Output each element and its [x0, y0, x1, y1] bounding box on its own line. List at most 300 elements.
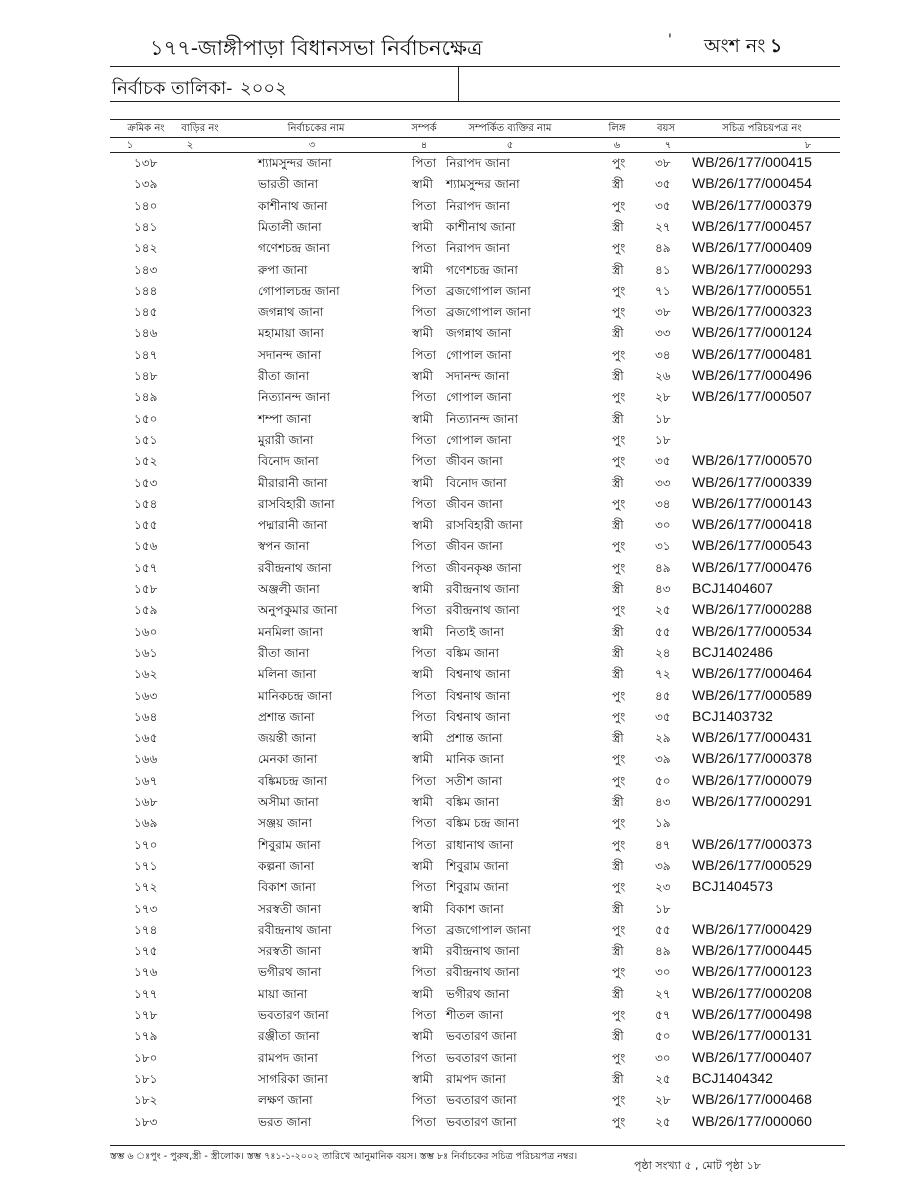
table-row — [0, 1048, 900, 1069]
gender: স্ত্রী — [612, 731, 624, 746]
gender: স্ত্রী — [612, 262, 624, 277]
elector-name: অসীমা জানা — [258, 795, 319, 809]
serial-number: ১৫২ — [134, 454, 158, 469]
serial-number: ১৭৮ — [134, 1008, 158, 1022]
age: ৩৫ — [655, 177, 671, 192]
serial-number: ১৪৯ — [134, 390, 158, 405]
serial-number: ১৮১ — [134, 1071, 158, 1086]
age: ১৮ — [655, 901, 671, 916]
epic-number: WB/26/177/000496 — [692, 367, 812, 383]
gender: পুং — [612, 241, 626, 256]
col-number: ৩ — [308, 140, 316, 151]
gender: পুং — [612, 880, 626, 895]
serial-number: ১৭৩ — [134, 901, 158, 916]
serial-number: ১৬০ — [134, 624, 158, 639]
relation-type: স্বামী — [412, 731, 433, 746]
relative-name: বঙ্কিম জানা — [446, 795, 499, 809]
age: ৫৭ — [655, 1008, 671, 1022]
gender: স্ত্রী — [612, 944, 624, 959]
relative-name: বিশ্বনাথ জানা — [446, 667, 511, 682]
relation-type: স্বামী — [412, 858, 433, 873]
header-mid-rule — [110, 137, 840, 138]
table-row — [0, 771, 900, 792]
serial-number: ১৮৩ — [134, 1114, 158, 1129]
serial-number: ১৭৭ — [134, 986, 158, 1001]
gender: পুং — [612, 156, 626, 170]
elector-name: কাশীনাথ জানা — [258, 198, 328, 213]
relative-name: শিবুরাম জানা — [446, 880, 509, 895]
relative-name: রবীন্দ্রনাথ জানা — [446, 603, 520, 618]
table-row — [0, 260, 900, 281]
serial-number: ১৪৫ — [134, 305, 158, 320]
age: ২৮ — [655, 1093, 671, 1108]
table-row — [0, 707, 900, 728]
divider-title-split — [458, 66, 459, 101]
relative-name: গোপাল জানা — [446, 390, 512, 405]
elector-name: বিনোদ জানা — [258, 454, 319, 469]
table-row — [0, 409, 900, 430]
relation-type: পিতা — [412, 496, 437, 511]
epic-number: WB/26/177/000454 — [692, 175, 812, 192]
epic-number: WB/26/177/000378 — [692, 750, 812, 767]
serial-number: ১৮২ — [134, 1093, 158, 1108]
part-label: অংশ নং — [704, 35, 766, 57]
relative-name: নিত্যানন্দ জানা — [446, 411, 519, 426]
age: ২৩ — [655, 880, 671, 895]
col-header-age: বয়স — [656, 123, 676, 134]
elector-name: রীতা জানা — [258, 369, 310, 383]
table-row — [0, 366, 900, 387]
elector-name: রাসবিহারী জানা — [258, 496, 335, 511]
gender: পুং — [612, 603, 626, 618]
epic-number: WB/26/177/000339 — [692, 473, 812, 490]
relation-type: স্বামী — [412, 475, 433, 490]
age: ৪৯ — [655, 944, 671, 959]
col-number: ৪ — [420, 140, 428, 151]
table-row — [0, 451, 900, 472]
relative-name: সতীশ জানা — [446, 773, 503, 788]
age: ৩০ — [655, 1050, 671, 1065]
relation-type: স্বামী — [412, 944, 433, 959]
relation-type: পিতা — [412, 432, 437, 447]
epic-number: WB/26/177/000431 — [692, 729, 812, 746]
relation-type: পিতা — [412, 645, 437, 660]
epic-number: WB/26/177/000131 — [692, 1027, 812, 1044]
relative-name: গোপাল জানা — [446, 432, 512, 447]
epic-number: WB/26/177/000288 — [692, 601, 812, 618]
relative-name: ভগীরথ জানা — [446, 986, 510, 1001]
gender: পুং — [612, 560, 626, 575]
age: ২৪ — [655, 645, 671, 660]
serial-number: ১৭০ — [134, 837, 158, 852]
epic-number: WB/26/177/000481 — [692, 345, 812, 362]
elector-name: লক্ষণ জানা — [258, 1093, 313, 1108]
elector-name: স্বপন জানা — [258, 539, 310, 554]
elector-name: মানিকচন্দ্র জানা — [258, 688, 332, 703]
gender: পুং — [612, 816, 626, 831]
epic-number: WB/26/177/000293 — [692, 260, 812, 277]
gender: স্ত্রী — [612, 369, 624, 383]
gender: পুং — [612, 837, 626, 852]
elector-name: রীতা জানা — [258, 645, 310, 660]
relation-type: পিতা — [412, 390, 437, 405]
age: ২৮ — [655, 390, 671, 405]
elector-name: সরস্বতী জানা — [258, 944, 321, 959]
serial-number: ১৫৯ — [134, 603, 158, 618]
gender: পুং — [612, 347, 626, 362]
age: ৩৮ — [655, 156, 671, 170]
elector-name: গোপালচন্দ্র জানা — [258, 283, 340, 298]
age: ২৭ — [655, 986, 671, 1001]
gender: পুং — [612, 1093, 626, 1108]
roll-year: ২০০২ — [240, 78, 287, 99]
gender: স্ত্রী — [612, 858, 624, 873]
elector-name: রামপদ জানা — [258, 1050, 318, 1065]
serial-number: ১৭৯ — [134, 1029, 158, 1044]
elector-name: সাগরিকা জানা — [258, 1071, 328, 1086]
relation-type: স্বামী — [412, 1071, 433, 1086]
relative-name: রাধানাথ জানা — [446, 837, 514, 852]
epic-number: WB/26/177/000123 — [692, 963, 812, 980]
table-row — [0, 430, 900, 451]
age: ২৫ — [655, 1114, 671, 1129]
relative-name: প্রশান্ত জানা — [446, 731, 503, 746]
age: ১৮ — [655, 432, 671, 447]
elector-name: মলিনা জানা — [258, 667, 317, 682]
relation-type: পিতা — [412, 156, 437, 170]
epic-number: WB/26/177/000143 — [692, 494, 812, 511]
table-row — [0, 749, 900, 770]
serial-number: ১৫৭ — [134, 560, 158, 575]
relative-name: শিবুরাম জানা — [446, 858, 509, 873]
serial-number: ১৬১ — [134, 645, 158, 660]
serial-number: ১৪২ — [134, 241, 158, 256]
serial-number: ১৪০ — [134, 198, 158, 213]
epic-number: WB/26/177/000079 — [692, 771, 812, 788]
relative-name: বঙ্কিম জানা — [446, 645, 499, 660]
age: ৩১ — [655, 539, 671, 554]
elector-name: অনুপকুমার জানা — [258, 603, 338, 618]
table-row — [0, 153, 900, 174]
relative-name: ভবতারণ জানা — [446, 1093, 517, 1108]
serial-number: ১৭৫ — [134, 944, 158, 959]
col-number: ৫ — [506, 140, 514, 151]
relation-type: পিতা — [412, 709, 437, 724]
table-row — [0, 473, 900, 494]
gender: স্ত্রী — [612, 326, 624, 341]
age: ৩০ — [655, 518, 671, 533]
table-row — [0, 1090, 900, 1111]
gender: পুং — [612, 1008, 626, 1022]
page-count: পৃষ্ঠা সংখ্যা ৫ , মোট পৃষ্ঠা ১৮ — [634, 1159, 761, 1172]
epic-number: BCJ1404573 — [692, 878, 773, 895]
epic-number: WB/26/177/000534 — [692, 622, 812, 639]
gender: স্ত্রী — [612, 411, 624, 426]
relation-type: স্বামী — [412, 326, 433, 341]
relation-type: পিতা — [412, 837, 437, 852]
relation-type: পিতা — [412, 539, 437, 554]
epic-number: WB/26/177/000551 — [692, 281, 812, 298]
serial-number: ১৬৭ — [134, 773, 158, 788]
age: ৩৫ — [655, 709, 671, 724]
epic-number: WB/26/177/000379 — [692, 196, 812, 213]
relation-type: স্বামী — [412, 986, 433, 1001]
age: ৩০ — [655, 965, 671, 980]
serial-number: ১৫০ — [134, 411, 158, 426]
relation-type: পিতা — [412, 1093, 437, 1108]
gender: পুং — [612, 965, 626, 980]
elector-name: রবীন্দ্রনাথ জানা — [258, 560, 332, 575]
serial-number: ১৮০ — [134, 1050, 158, 1065]
serial-number: ১৫৩ — [134, 475, 158, 490]
col-header-house: বাড়ির নং — [181, 123, 219, 134]
relative-name: কাশীনাথ জানা — [446, 219, 516, 234]
relative-name: শ্যামসুন্দর জানা — [446, 177, 520, 192]
epic-number: WB/26/177/000415 — [692, 154, 812, 170]
elector-name: ভরত জানা — [258, 1114, 312, 1129]
table-row — [0, 323, 900, 344]
elector-name: মহামায়া জানা — [258, 326, 324, 341]
relation-type: পিতা — [412, 305, 437, 320]
table-row — [0, 174, 900, 195]
table-row — [0, 899, 900, 920]
relation-type: স্বামী — [412, 901, 433, 916]
relative-name: রবীন্দ্রনাথ জানা — [446, 944, 520, 959]
relation-type: পিতা — [412, 347, 437, 362]
serial-number: ১৪১ — [134, 219, 158, 234]
age: ৪৩ — [655, 582, 671, 596]
relation-type: পিতা — [412, 773, 437, 788]
elector-name: বিকাশ জানা — [258, 880, 316, 895]
relative-name: গোপাল জানা — [446, 347, 512, 362]
tick-mark: ' — [668, 32, 672, 48]
serial-number: ১৬৮ — [134, 795, 158, 809]
age: ৩৪ — [655, 347, 671, 362]
table-top-rule — [110, 119, 840, 120]
table-row — [0, 196, 900, 217]
serial-number: ১৩৯ — [134, 177, 158, 192]
relation-type: পিতা — [412, 880, 437, 895]
relative-name: ভবতারণ জানা — [446, 1050, 517, 1065]
age: ৪৯ — [655, 560, 671, 575]
epic-number: WB/26/177/000457 — [692, 217, 812, 234]
elector-name: মিতালী জানা — [258, 219, 322, 234]
relation-type: পিতা — [412, 816, 437, 831]
epic-number: WB/26/177/000291 — [692, 793, 812, 809]
epic-number: WB/26/177/000570 — [692, 452, 812, 469]
table-row — [0, 494, 900, 515]
gender: পুং — [612, 454, 626, 469]
epic-number: WB/26/177/000529 — [692, 856, 812, 873]
relative-name: বিকাশ জানা — [446, 901, 504, 916]
table-row — [0, 387, 900, 408]
relative-name: জীবনকৃষ্ণ জানা — [446, 560, 522, 575]
relation-type: পিতা — [412, 1050, 437, 1065]
table-row — [0, 835, 900, 856]
elector-name: ভগীরথ জানা — [258, 965, 322, 980]
gender: পুং — [612, 688, 626, 703]
col-number: ৮ — [804, 140, 812, 151]
age: ২৯ — [655, 731, 671, 746]
table-row — [0, 728, 900, 749]
relation-type: স্বামী — [412, 518, 433, 533]
elector-name: মনমিলা জানা — [258, 624, 324, 639]
relative-name: ব্রজগোপাল জানা — [446, 283, 531, 298]
serial-number: ১৩৮ — [134, 156, 158, 170]
table-row — [0, 302, 900, 323]
table-row — [0, 877, 900, 898]
elector-name: জগন্নাথ জানা — [258, 305, 324, 320]
age: ৩৯ — [655, 858, 671, 873]
serial-number: ১৫৫ — [134, 518, 158, 533]
serial-number: ১৬৪ — [134, 709, 158, 724]
epic-number: WB/26/177/000543 — [692, 537, 812, 554]
relation-type: পিতা — [412, 560, 437, 575]
epic-number: WB/26/177/000507 — [692, 388, 812, 405]
age: ২৬ — [655, 369, 671, 383]
table-row — [0, 515, 900, 536]
roll-title: নির্বাচক তালিকা- — [112, 78, 233, 99]
gender: স্ত্রী — [612, 667, 624, 682]
epic-number: WB/26/177/000060 — [692, 1112, 812, 1129]
serial-number: ১৭৪ — [134, 922, 158, 937]
relation-type: স্বামী — [412, 795, 433, 809]
relation-type: স্বামী — [412, 219, 433, 234]
epic-number: WB/26/177/000409 — [692, 239, 812, 256]
relation-type: স্বামী — [412, 1029, 433, 1044]
elector-name: বঙ্কিমচন্দ্র জানা — [258, 773, 328, 788]
divider-top — [110, 66, 840, 67]
table-row — [0, 856, 900, 877]
gender: স্ত্রী — [612, 1071, 624, 1086]
relation-type: পিতা — [412, 688, 437, 703]
gender: পুং — [612, 432, 626, 447]
relative-name: গণেশচন্দ্র জানা — [446, 262, 518, 277]
gender: পুং — [612, 539, 626, 554]
relative-name: নিতাই জানা — [446, 624, 504, 639]
table-row — [0, 813, 900, 834]
relative-name: জীবন জানা — [446, 496, 503, 511]
table-row — [0, 920, 900, 941]
relation-type: স্বামী — [412, 667, 433, 682]
age: ৩৪ — [655, 496, 671, 511]
age: ৪৭ — [655, 837, 671, 852]
age: ৫০ — [655, 1029, 671, 1044]
relative-name: ভবতারণ জানা — [446, 1114, 517, 1129]
serial-number: ১৬৩ — [134, 688, 158, 703]
relative-name: জীবন জানা — [446, 454, 503, 469]
relative-name: নিরাপদ জানা — [446, 198, 510, 213]
relative-name: ভবতারণ জানা — [446, 1029, 517, 1044]
elector-name: জয়ন্তী জানা — [258, 731, 317, 746]
elector-name: রুপা জানা — [258, 262, 308, 277]
serial-number: ১৪৭ — [134, 347, 158, 362]
elector-name: অঞ্জলী জানা — [258, 582, 320, 596]
epic-number: WB/26/177/000407 — [692, 1048, 812, 1065]
age: ৩৫ — [655, 454, 671, 469]
relation-type: পিতা — [412, 922, 437, 937]
elector-name: মেনকা জানা — [258, 752, 318, 767]
epic-number: WB/26/177/000429 — [692, 920, 812, 937]
age: ৫৫ — [655, 922, 671, 937]
table-row — [0, 217, 900, 238]
gender: পুং — [612, 496, 626, 511]
serial-number: ১৪৬ — [134, 326, 158, 341]
epic-number: BCJ1402486 — [692, 643, 773, 660]
relative-name: মানিক জানা — [446, 752, 504, 767]
col-header-elector-name: নির্বাচকের নাম — [287, 123, 345, 134]
gender: পুং — [612, 305, 626, 320]
gender: পুং — [612, 1114, 626, 1129]
gender: পুং — [612, 922, 626, 937]
gender: স্ত্রী — [612, 475, 624, 490]
elector-name: কল্পনা জানা — [258, 858, 315, 873]
serial-number: ১৫৪ — [134, 496, 158, 511]
age: ৩৩ — [655, 475, 671, 490]
epic-number: WB/26/177/000476 — [692, 558, 812, 575]
table-row — [0, 643, 900, 664]
gender: পুং — [612, 709, 626, 724]
serial-number: ১৭২ — [134, 880, 158, 895]
table-row — [0, 238, 900, 259]
serial-number: ১৬৬ — [134, 752, 158, 767]
relative-name: বিনোদ জানা — [446, 475, 507, 490]
serial-number: ১৫৮ — [134, 582, 158, 596]
gender: স্ত্রী — [612, 624, 624, 639]
relation-type: স্বামী — [412, 411, 433, 426]
age: ২৫ — [655, 603, 671, 618]
age: ১৯ — [655, 816, 671, 831]
gender: স্ত্রী — [612, 795, 624, 809]
relation-type: পিতা — [412, 241, 437, 256]
serial-number: ১৪৪ — [134, 283, 158, 298]
relative-name: ব্রজগোপাল জানা — [446, 305, 531, 320]
relation-type: স্বামী — [412, 624, 433, 639]
relative-name: জীবন জানা — [446, 539, 503, 554]
col-number: ২ — [186, 140, 194, 151]
epic-number: WB/26/177/000468 — [692, 1091, 812, 1108]
epic-number: WB/26/177/000498 — [692, 1006, 812, 1022]
relative-name: রাসবিহারী জানা — [446, 518, 523, 533]
elector-name: ভবতারণ জানা — [258, 1008, 329, 1022]
age: ৪৯ — [655, 241, 671, 256]
col-number: ৬ — [613, 140, 621, 151]
table-row — [0, 984, 900, 1005]
relation-type: পিতা — [412, 283, 437, 298]
gender: স্ত্রী — [612, 1029, 624, 1044]
relative-name: নিরাপদ জানা — [446, 156, 510, 170]
relative-name: রবীন্দ্রনাথ জানা — [446, 582, 520, 596]
footer-legend: স্তম্ভ ৬ ঃপুং - পুরুষ,স্ত্রী - স্ত্রীলোক। স্তম্ভ ৭ঃ১-১-২০০২ তারিখে আনুমানিক বয়স। স্তম্ভ ৮ঃ নির্বাচকের সচিত্র পরিচয়পত্র নম্বর। — [110, 1151, 578, 1162]
age: ২৫ — [655, 1071, 671, 1086]
table-row — [0, 792, 900, 813]
relative-name: বিশ্বনাথ জানা — [446, 709, 511, 724]
gender: স্ত্রী — [612, 219, 624, 234]
elector-name: সদানন্দ জানা — [258, 347, 322, 362]
relation-type: স্বামী — [412, 582, 433, 596]
age: ৪১ — [655, 262, 671, 277]
relation-type: পিতা — [412, 965, 437, 980]
serial-number: ১৬৫ — [134, 731, 158, 746]
relation-type: পিতা — [412, 1114, 437, 1129]
relation-type: পিতা — [412, 198, 437, 213]
col-number: ১ — [126, 140, 134, 151]
epic-number: WB/26/177/000208 — [692, 984, 812, 1001]
elector-name: প্রশান্ত জানা — [258, 709, 315, 724]
constituency-title: ১৭৭-জাঙ্গীপাড়া বিধানসভা নির্বাচনক্ষেত্র — [150, 36, 483, 60]
elector-name: মায়া জানা — [258, 986, 308, 1001]
table-bottom-rule — [110, 1145, 845, 1146]
